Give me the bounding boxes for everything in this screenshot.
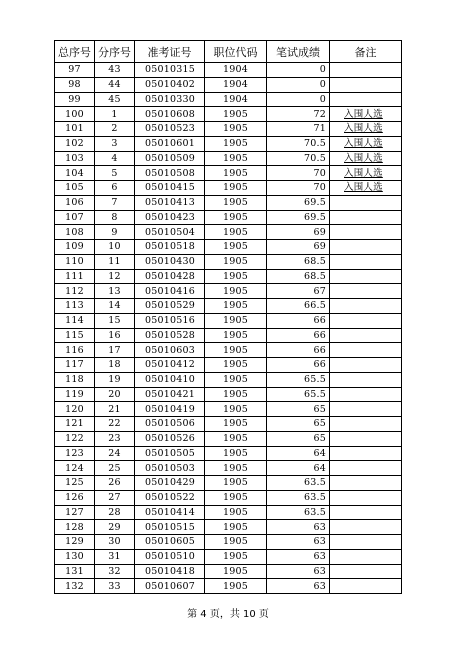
cell-total-index: 129 [55,535,95,550]
table-row [55,564,402,579]
remark-text: 入围人选 [344,108,383,120]
cell-remarks [330,77,402,92]
cell-total-index: 107 [55,210,95,225]
cell-sub-index: 32 [95,564,135,579]
cell-written-score: 69.5 [267,195,330,210]
table-row [55,417,402,432]
cell-exam-id: 05010402 [135,77,205,92]
cell-total-index: 123 [55,446,95,461]
cell-position-code: 1905 [205,151,267,166]
cell-written-score: 64 [267,446,330,461]
cell-total-index: 125 [55,476,95,491]
cell-remarks [330,166,402,181]
cell-written-score: 0 [267,92,330,107]
cell-sub-index: 22 [95,417,135,432]
table-row [55,225,402,240]
cell-remarks [330,579,402,594]
cell-position-code: 1905 [205,313,267,328]
cell-total-index: 124 [55,461,95,476]
table-row [55,107,402,122]
cell-position-code: 1905 [205,122,267,137]
table-row [55,535,402,550]
cell-sub-index: 4 [95,151,135,166]
table-row [55,328,402,343]
cell-written-score: 65 [267,417,330,432]
cell-total-index: 106 [55,195,95,210]
cell-remarks [330,358,402,373]
cell-sub-index: 28 [95,505,135,520]
cell-position-code: 1905 [205,387,267,402]
cell-remarks [330,195,402,210]
cell-position-code: 1905 [205,476,267,491]
cell-total-index: 122 [55,431,95,446]
page-footer: 第 4 页，共 10 页 [187,609,269,620]
table-row [55,92,402,107]
cell-written-score: 69 [267,240,330,255]
cell-position-code: 1905 [205,299,267,314]
cell-written-score: 63 [267,564,330,579]
cell-position-code: 1904 [205,77,267,92]
table-row [55,446,402,461]
cell-exam-id: 05010414 [135,505,205,520]
cell-exam-id: 05010603 [135,343,205,358]
cell-position-code: 1905 [205,564,267,579]
cell-written-score: 72 [267,107,330,122]
cell-position-code: 1905 [205,535,267,550]
cell-exam-id: 05010419 [135,402,205,417]
cell-position-code: 1905 [205,195,267,210]
cell-position-code: 1905 [205,490,267,505]
cell-sub-index: 7 [95,195,135,210]
cell-written-score: 63.5 [267,476,330,491]
cell-exam-id: 05010430 [135,254,205,269]
table-row [55,402,402,417]
cell-sub-index: 19 [95,372,135,387]
table-row [55,461,402,476]
cell-written-score: 70 [267,166,330,181]
cell-total-index: 119 [55,387,95,402]
cell-remarks [330,92,402,107]
cell-written-score: 69 [267,225,330,240]
cell-position-code: 1905 [205,358,267,373]
cell-sub-index: 44 [95,77,135,92]
cell-written-score: 68.5 [267,269,330,284]
cell-total-index: 97 [55,63,95,78]
cell-position-code: 1905 [205,225,267,240]
cell-remarks [330,372,402,387]
cell-position-code: 1905 [205,431,267,446]
table-row [55,151,402,166]
cell-written-score: 65.5 [267,372,330,387]
cell-sub-index: 2 [95,122,135,137]
remark-text: 入围人选 [344,123,383,135]
cell-exam-id: 05010413 [135,195,205,210]
cell-total-index: 130 [55,549,95,564]
cell-written-score: 65 [267,431,330,446]
cell-sub-index: 17 [95,343,135,358]
cell-written-score: 64 [267,461,330,476]
cell-sub-index: 13 [95,284,135,299]
cell-remarks [330,461,402,476]
cell-position-code: 1905 [205,210,267,225]
cell-written-score: 63.5 [267,505,330,520]
cell-sub-index: 30 [95,535,135,550]
cell-remarks [330,549,402,564]
cell-sub-index: 9 [95,225,135,240]
cell-total-index: 105 [55,181,95,196]
cell-sub-index: 43 [95,63,135,78]
table-row [55,284,402,299]
cell-written-score: 63 [267,549,330,564]
table-row [55,505,402,520]
cell-exam-id: 05010509 [135,151,205,166]
table-row [55,549,402,564]
cell-sub-index: 3 [95,136,135,151]
table-row [55,195,402,210]
cell-exam-id: 05010315 [135,63,205,78]
cell-remarks [330,122,402,137]
cell-remarks [330,225,402,240]
cell-exam-id: 05010412 [135,358,205,373]
cell-total-index: 115 [55,328,95,343]
cell-written-score: 65.5 [267,387,330,402]
table-row [55,579,402,594]
cell-sub-index: 16 [95,328,135,343]
cell-written-score: 70.5 [267,136,330,151]
cell-exam-id: 05010330 [135,92,205,107]
cell-sub-index: 15 [95,313,135,328]
cell-position-code: 1905 [205,269,267,284]
cell-position-code: 1905 [205,136,267,151]
cell-remarks [330,240,402,255]
cell-sub-index: 5 [95,166,135,181]
cell-remarks [330,564,402,579]
cell-remarks [330,387,402,402]
cell-written-score: 66 [267,328,330,343]
cell-remarks [330,210,402,225]
cell-remarks [330,313,402,328]
cell-exam-id: 05010526 [135,431,205,446]
cell-total-index: 114 [55,313,95,328]
cell-exam-id: 05010428 [135,269,205,284]
cell-sub-index: 1 [95,107,135,122]
cell-total-index: 108 [55,225,95,240]
cell-total-index: 118 [55,372,95,387]
cell-written-score: 66.5 [267,299,330,314]
cell-total-index: 109 [55,240,95,255]
table-row [55,122,402,137]
header-position-code: 职位代码 [205,41,267,63]
table-row [55,431,402,446]
cell-position-code: 1905 [205,372,267,387]
cell-total-index: 111 [55,269,95,284]
cell-total-index: 112 [55,284,95,299]
table-row [55,269,402,284]
cell-remarks [330,446,402,461]
cell-remarks [330,269,402,284]
cell-remarks [330,535,402,550]
cell-remarks [330,343,402,358]
cell-sub-index: 24 [95,446,135,461]
cell-sub-index: 18 [95,358,135,373]
cell-written-score: 0 [267,63,330,78]
table-row [55,181,402,196]
cell-total-index: 116 [55,343,95,358]
table-row [55,520,402,535]
cell-sub-index: 31 [95,549,135,564]
header-remarks: 备注 [330,41,402,63]
cell-sub-index: 12 [95,269,135,284]
cell-remarks [330,63,402,78]
cell-total-index: 100 [55,107,95,122]
cell-remarks [330,328,402,343]
cell-written-score: 68.5 [267,254,330,269]
cell-exam-id: 05010423 [135,210,205,225]
cell-position-code: 1904 [205,63,267,78]
cell-exam-id: 05010415 [135,181,205,196]
cell-position-code: 1905 [205,446,267,461]
table-row [55,77,402,92]
cell-exam-id: 05010515 [135,520,205,535]
cell-position-code: 1905 [205,240,267,255]
table-header [55,41,402,63]
cell-sub-index: 6 [95,181,135,196]
cell-written-score: 63 [267,535,330,550]
cell-position-code: 1905 [205,505,267,520]
table-row [55,313,402,328]
cell-remarks [330,476,402,491]
cell-written-score: 65 [267,402,330,417]
table-row [55,254,402,269]
header-row [55,41,402,63]
score-table [54,40,402,594]
cell-total-index: 102 [55,136,95,151]
cell-written-score: 63.5 [267,490,330,505]
cell-remarks [330,107,402,122]
cell-exam-id: 05010516 [135,313,205,328]
cell-position-code: 1905 [205,343,267,358]
cell-exam-id: 05010510 [135,549,205,564]
cell-exam-id: 05010607 [135,579,205,594]
cell-exam-id: 05010410 [135,372,205,387]
cell-position-code: 1905 [205,166,267,181]
cell-written-score: 69.5 [267,210,330,225]
cell-sub-index: 25 [95,461,135,476]
cell-total-index: 132 [55,579,95,594]
cell-exam-id: 05010522 [135,490,205,505]
cell-exam-id: 05010418 [135,564,205,579]
cell-position-code: 1905 [205,254,267,269]
cell-written-score: 66 [267,313,330,328]
cell-exam-id: 05010416 [135,284,205,299]
cell-total-index: 104 [55,166,95,181]
cell-total-index: 113 [55,299,95,314]
cell-written-score: 0 [267,77,330,92]
cell-exam-id: 05010508 [135,166,205,181]
cell-remarks [330,505,402,520]
table-row [55,358,402,373]
cell-position-code: 1905 [205,402,267,417]
cell-exam-id: 05010608 [135,107,205,122]
table-row [55,476,402,491]
remark-text: 入围人选 [344,167,383,179]
cell-position-code: 1905 [205,328,267,343]
cell-remarks [330,417,402,432]
cell-position-code: 1904 [205,92,267,107]
cell-written-score: 71 [267,122,330,137]
cell-sub-index: 23 [95,431,135,446]
cell-remarks [330,254,402,269]
cell-sub-index: 11 [95,254,135,269]
header-sub-index: 分序号 [95,41,135,63]
cell-exam-id: 05010523 [135,122,205,137]
cell-remarks [330,431,402,446]
cell-written-score: 67 [267,284,330,299]
table-row [55,299,402,314]
cell-position-code: 1905 [205,520,267,535]
remark-text: 入围人选 [344,152,383,164]
table-row [55,490,402,505]
cell-total-index: 121 [55,417,95,432]
cell-remarks [330,490,402,505]
cell-exam-id: 05010421 [135,387,205,402]
cell-exam-id: 05010506 [135,417,205,432]
cell-written-score: 70 [267,181,330,196]
cell-exam-id: 05010605 [135,535,205,550]
cell-remarks [330,284,402,299]
cell-exam-id: 05010505 [135,446,205,461]
cell-total-index: 128 [55,520,95,535]
remark-text: 入围人选 [344,182,383,194]
cell-total-index: 117 [55,358,95,373]
table-row [55,387,402,402]
cell-total-index: 99 [55,92,95,107]
cell-sub-index: 45 [95,92,135,107]
cell-remarks [330,151,402,166]
cell-total-index: 103 [55,151,95,166]
table-body [55,63,402,594]
cell-exam-id: 05010528 [135,328,205,343]
cell-position-code: 1905 [205,107,267,122]
cell-position-code: 1905 [205,284,267,299]
table-row [55,240,402,255]
cell-sub-index: 20 [95,387,135,402]
cell-written-score: 66 [267,358,330,373]
cell-total-index: 120 [55,402,95,417]
cell-written-score: 63 [267,579,330,594]
cell-position-code: 1905 [205,461,267,476]
header-exam-id: 准考证号 [135,41,205,63]
cell-exam-id: 05010518 [135,240,205,255]
cell-position-code: 1905 [205,181,267,196]
cell-written-score: 63 [267,520,330,535]
cell-position-code: 1905 [205,549,267,564]
table-row [55,372,402,387]
cell-total-index: 98 [55,77,95,92]
cell-remarks [330,520,402,535]
cell-position-code: 1905 [205,579,267,594]
table-row [55,136,402,151]
remark-text: 入围人选 [344,138,383,150]
cell-remarks [330,136,402,151]
cell-total-index: 131 [55,564,95,579]
table-row [55,210,402,225]
cell-exam-id: 05010529 [135,299,205,314]
cell-total-index: 126 [55,490,95,505]
cell-sub-index: 8 [95,210,135,225]
header-total-index: 总序号 [55,41,95,63]
cell-position-code: 1905 [205,417,267,432]
cell-total-index: 127 [55,505,95,520]
table-row [55,343,402,358]
cell-exam-id: 05010503 [135,461,205,476]
header-written-score: 笔试成绩 [267,41,330,63]
cell-sub-index: 10 [95,240,135,255]
table-row [55,63,402,78]
cell-written-score: 66 [267,343,330,358]
cell-sub-index: 27 [95,490,135,505]
cell-remarks [330,181,402,196]
cell-sub-index: 14 [95,299,135,314]
cell-total-index: 110 [55,254,95,269]
cell-sub-index: 33 [95,579,135,594]
cell-sub-index: 26 [95,476,135,491]
cell-remarks [330,299,402,314]
cell-exam-id: 05010429 [135,476,205,491]
cell-total-index: 101 [55,122,95,137]
cell-sub-index: 21 [95,402,135,417]
cell-exam-id: 05010504 [135,225,205,240]
cell-exam-id: 05010601 [135,136,205,151]
cell-sub-index: 29 [95,520,135,535]
table-row [55,166,402,181]
cell-remarks [330,402,402,417]
cell-written-score: 70.5 [267,151,330,166]
